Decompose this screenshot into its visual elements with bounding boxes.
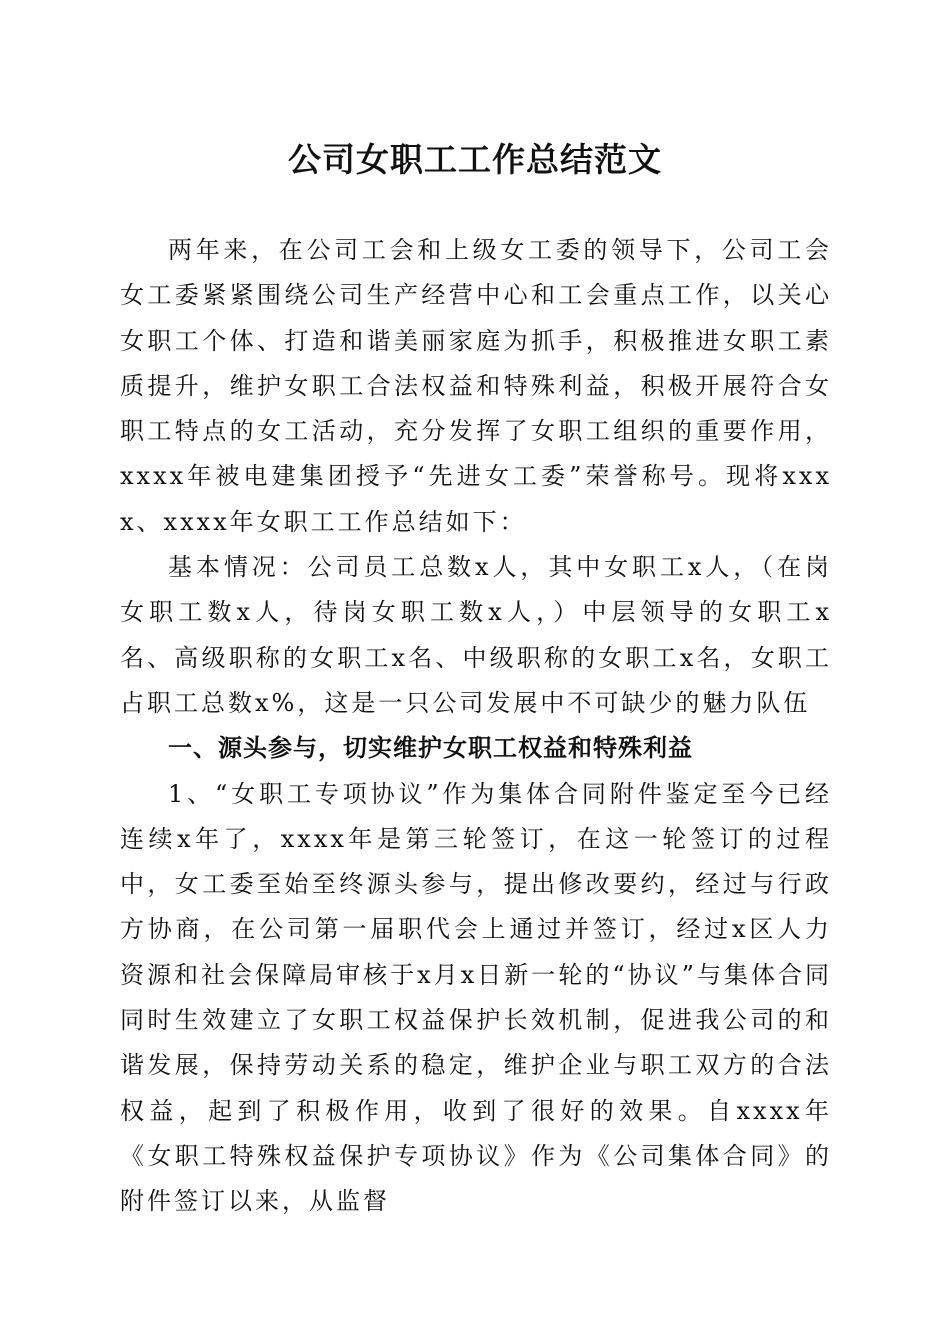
document-body <box>120 228 832 1225</box>
intro-paragraph: 两年来，在公司工会和上级女工委的领导下，公司工会女工委紧紧围绕公司生产经营中心和工会重点工作，以关心女职工个体、打造和谐美丽家庭为抓手，积极推进女职工素质提升，维护女职工合法权益和特殊利益，积极开展符合女职工特点的女工活动，充分发挥了女职工组织的重要作用，xxxx年被电建集团授予“先进女工委”荣誉称号。现将xxxx、xxxx年女职工工作总结如下： <box>120 236 832 536</box>
document-title: 公司女职工工作总结范文 <box>288 140 662 179</box>
section-paragraph: 1、“女职工专项协议”作为集体合同附件鉴定至今已经连续x年了，xxxx年是第三轮签订，在这一轮签订的过程中，女工委至始至终源头参与，提出修改要约，经过与行政方协商，在公司第一届职代会上通过并签订，经过x区人力资源和社会保障局审核于x月x日新一轮的“协议”与集体合同同时生效建立了女职工权益保护长效机制，促进我公司的和谐发展，保持劳动关系的稳定，维护企业与职工双方的合法权益，起到了积极作用，收到了很好的效果。自xxxx年《女职工特殊权益保护专项协议》作为《公司集体合同》的附件签订以来，从监督 <box>120 779 832 1216</box>
section-heading: 一、源头参与，切实维护女职工权益和特殊利益 <box>168 734 693 763</box>
basic-info-paragraph: 基本情况：公司员工总数x人，其中女职工x人，（在岗女职工数x人，待岗女职工数x人，）中层领导的女职工x名、高级职称的女职工x名、中级职称的女职工x名，女职工占职工总数x%，这是一只公司发展中不可缺少的魅力队伍 <box>120 553 832 717</box>
